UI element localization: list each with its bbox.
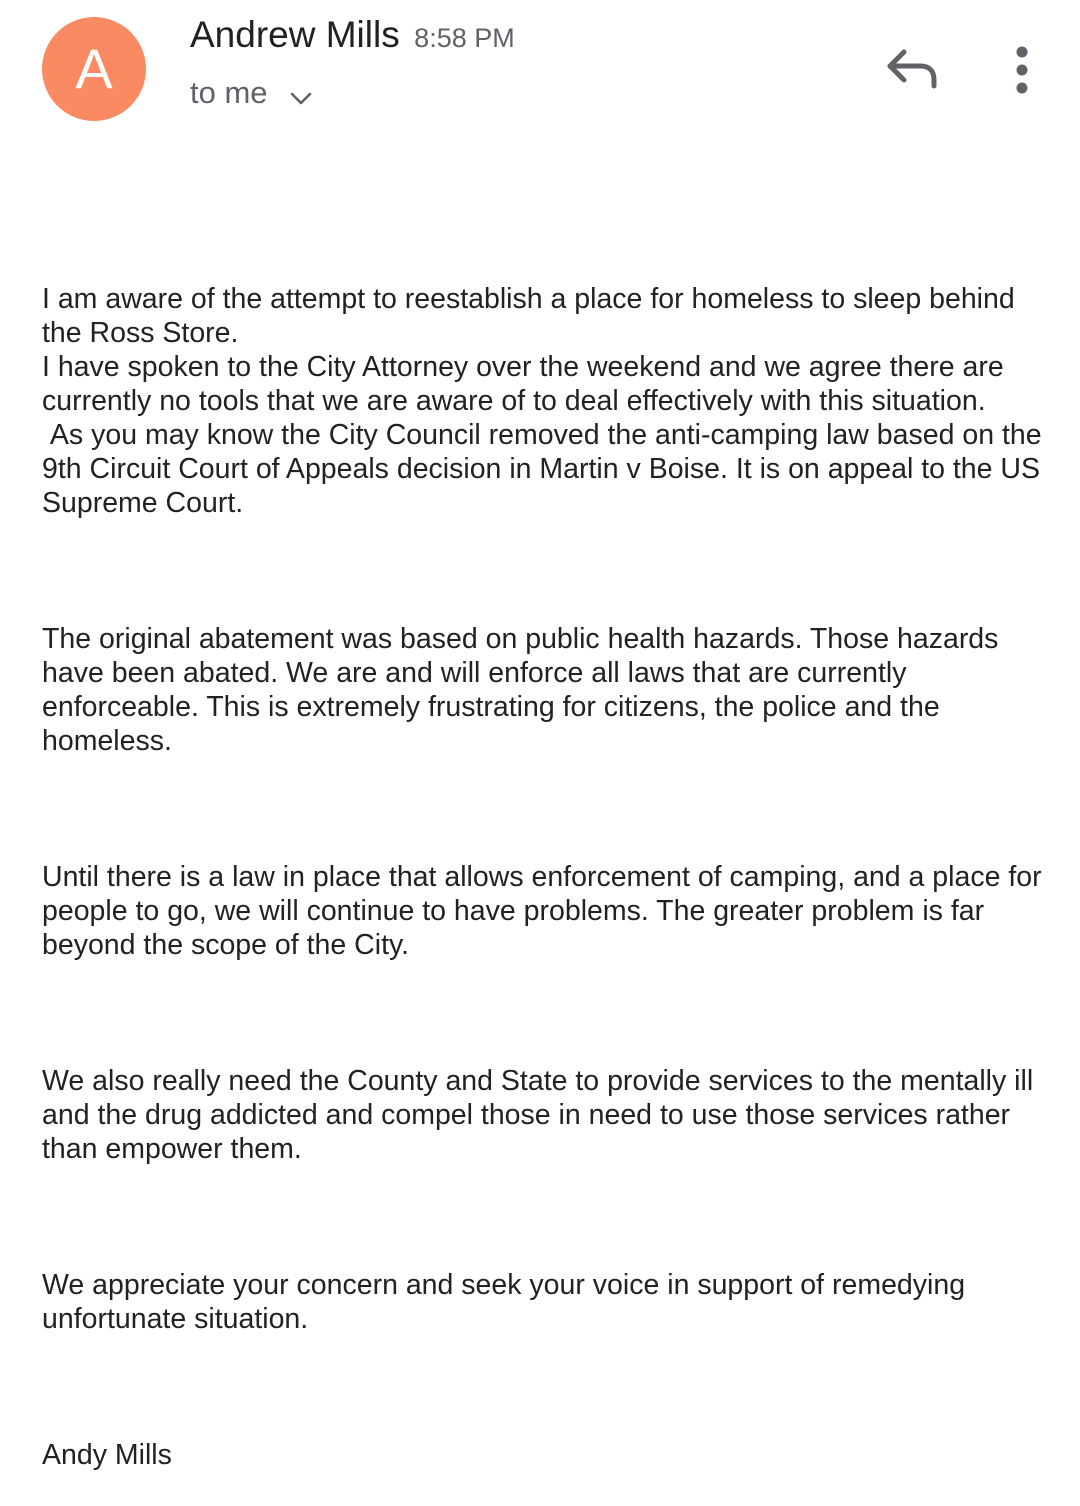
- email-paragraph: Until there is a law in place that allows enforcement of camping, and a place for people to go, we will continue to have problems. The greater problem is far beyond the scope of the City.: [42, 861, 1050, 961]
- more-vert-icon: [1004, 44, 1040, 96]
- email-paragraph: The original abatement was based on public health hazards. Those hazards have been abated. We are and will enforce all laws that are currently enforceable. This is extremely frustrating for citizens, the police and the homeless.: [42, 623, 1007, 757]
- sender-avatar[interactable]: A: [42, 17, 146, 121]
- recipient-details-toggle[interactable]: [190, 72, 312, 114]
- sender-name: Andrew Mills: [190, 14, 400, 55]
- email-paragraph: We appreciate your concern and seek your voice in support of remedying unfortunate situation.: [42, 1269, 973, 1335]
- reply-button[interactable]: [882, 44, 942, 96]
- recipient-label: to me: [190, 75, 268, 110]
- reply-icon: [882, 44, 942, 96]
- email-paragraph: We also really need the County and State to provide services to the mentally ill and the drug addicted and compel those in need to use those services rather than empower them.: [42, 1065, 1042, 1165]
- email-paragraph: I am aware of the attempt to reestablish a place for homeless to sleep behind the Ross Store. I have spoken to the City Attorney over the weekend and we agree there are currently no tools that we are aware of to deal effectively with this situation. As you may know the City Council removed the anti-camping law based on the 9th Circuit Court of Appeals decision in Martin v Boise. It is on appeal to the US Supreme Court.: [42, 283, 1042, 519]
- email-signature: Andy Mills: [42, 1439, 172, 1471]
- chevron-down-icon[interactable]: [290, 78, 312, 114]
- email-body: [42, 214, 1052, 1506]
- sender-line: [190, 14, 515, 56]
- more-options-button[interactable]: [1004, 44, 1040, 96]
- email-time: 8:58 PM: [414, 23, 515, 53]
